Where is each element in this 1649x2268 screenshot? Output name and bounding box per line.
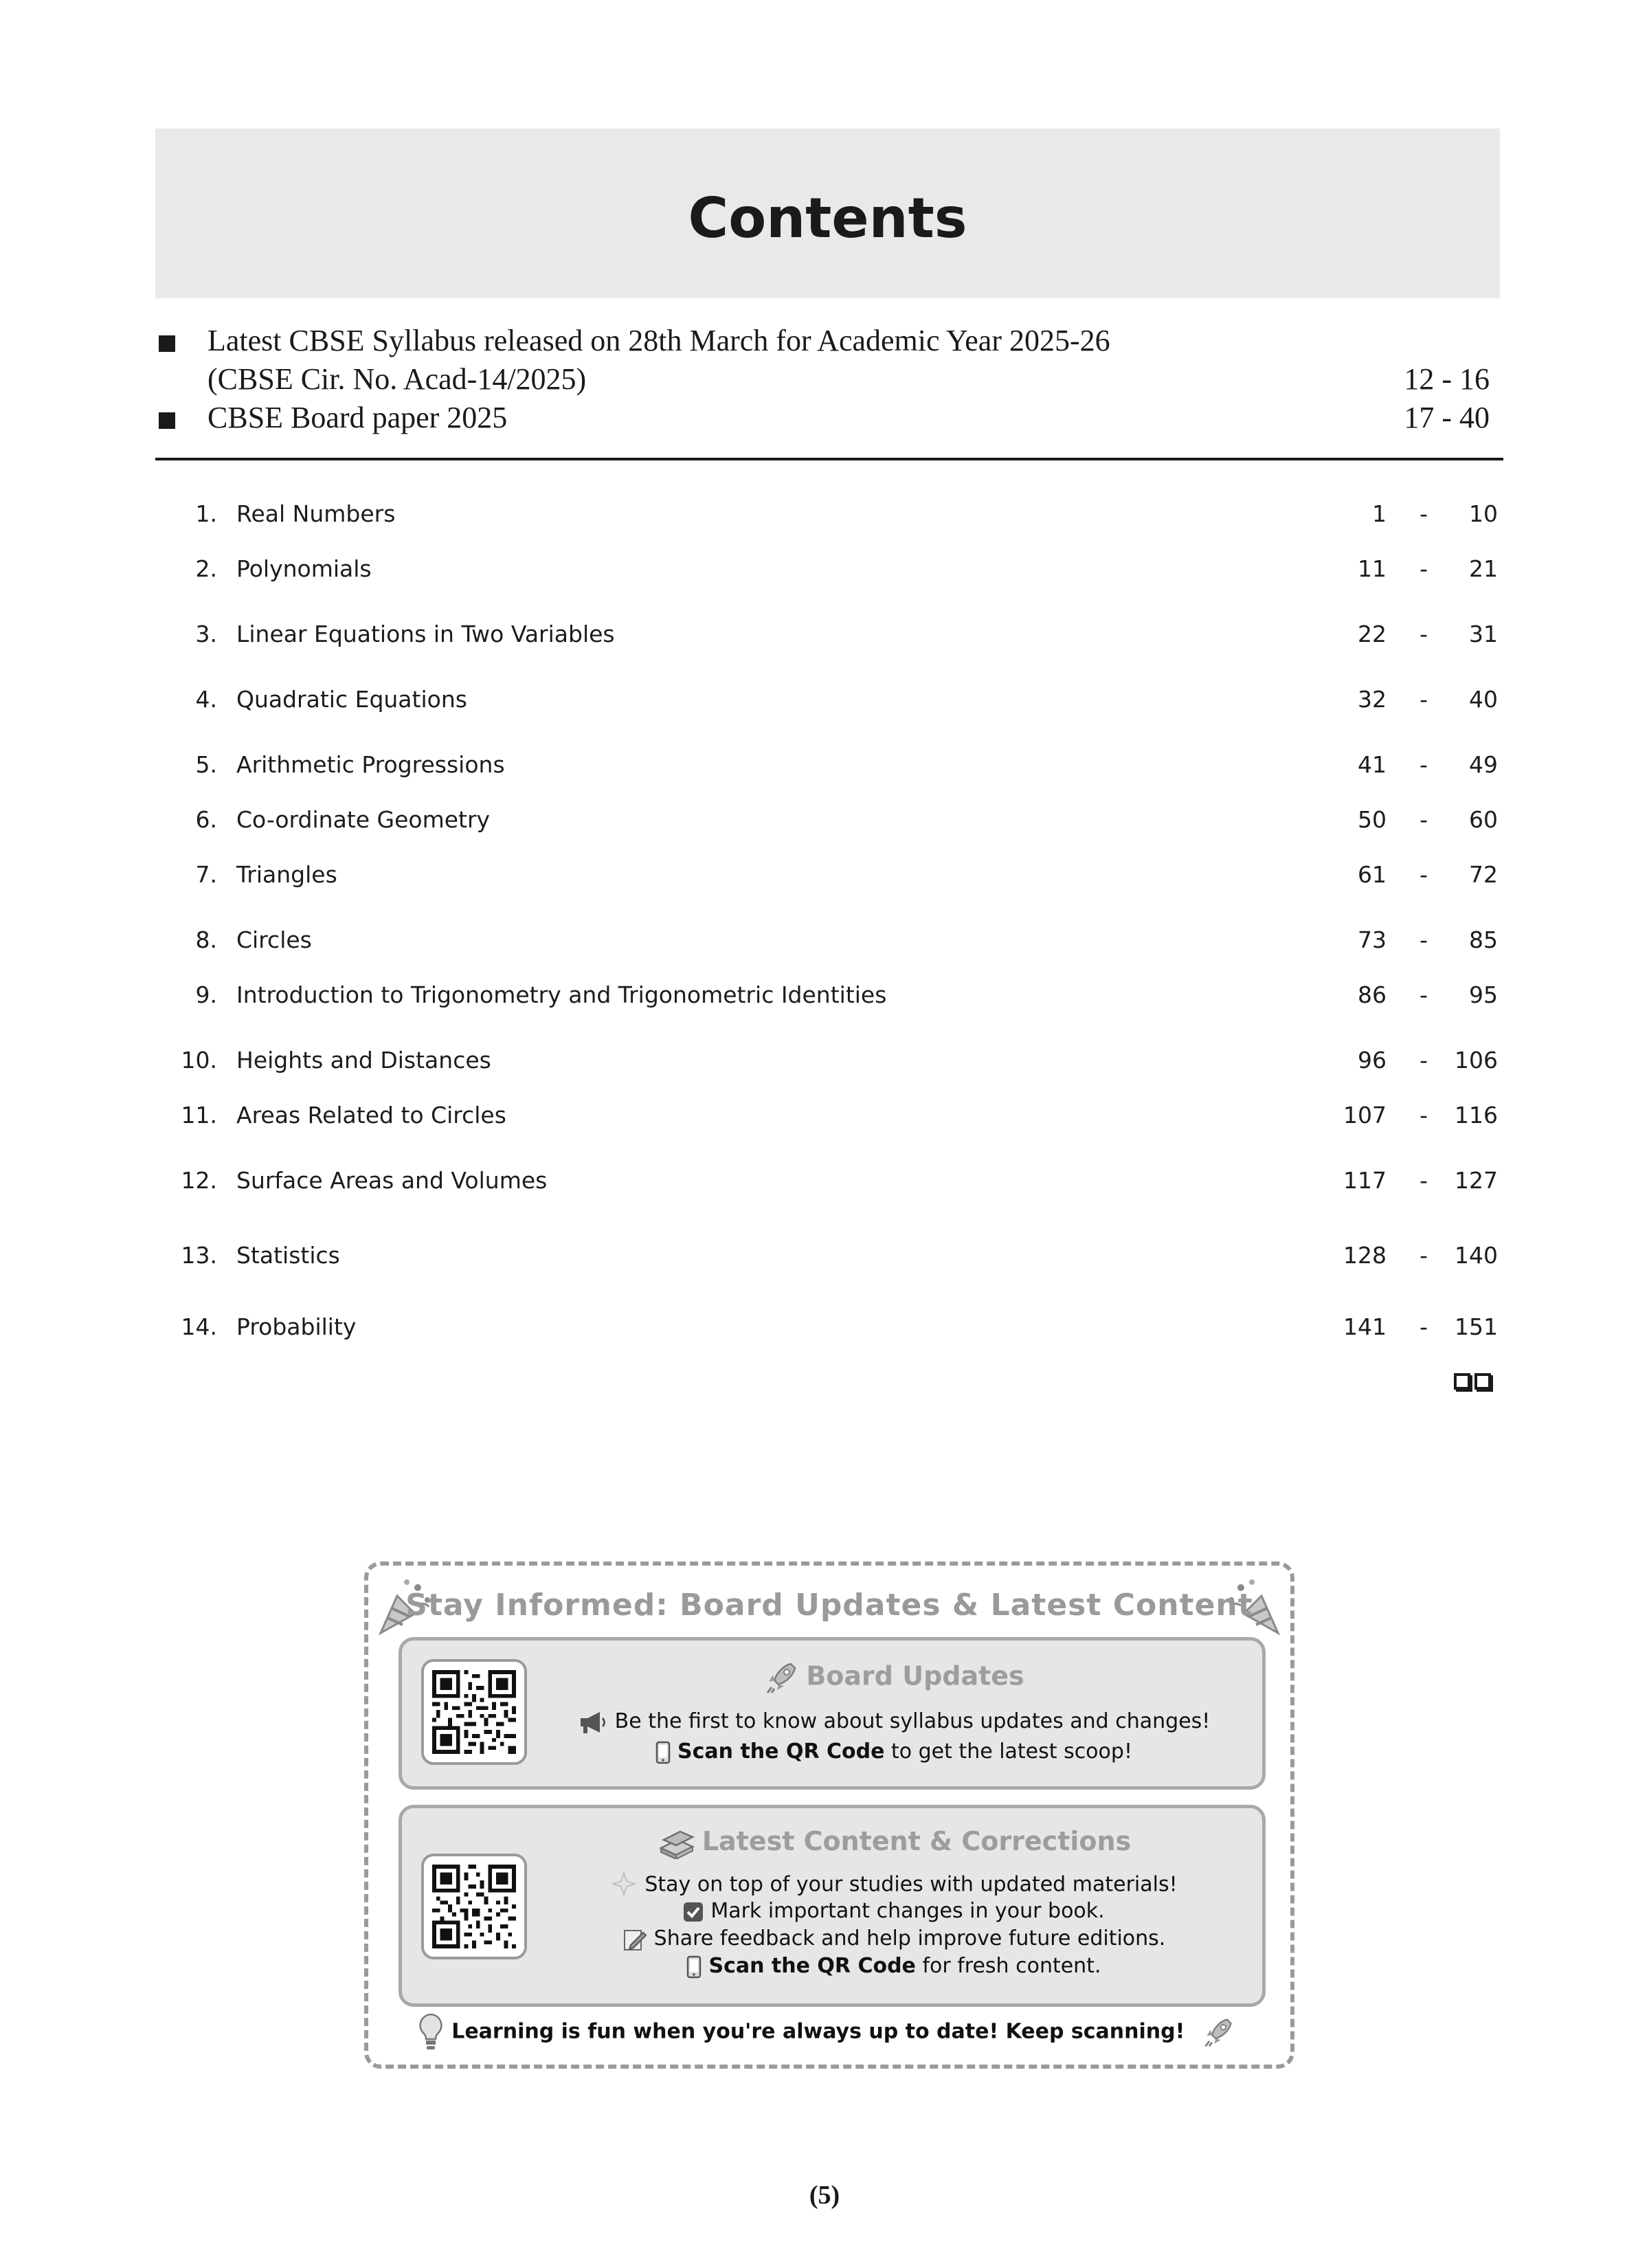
page-number: (5) xyxy=(809,2181,840,2210)
chapter-end-page: 60 xyxy=(1469,806,1498,833)
chapter-start-page: 32 xyxy=(1358,686,1387,713)
scan-qr-label: Scan the QR Code xyxy=(708,1954,916,1978)
page-range-dash: - xyxy=(1420,555,1428,582)
chapter-end-page: 10 xyxy=(1469,500,1498,527)
lightbulb-icon xyxy=(417,2012,445,2052)
qr-code-icon[interactable] xyxy=(421,1854,527,1959)
chapter-row[interactable] xyxy=(155,981,1498,1016)
chapter-start-page: 128 xyxy=(1343,1242,1387,1269)
divider-rule xyxy=(155,458,1503,460)
books-icon xyxy=(657,1827,695,1859)
chapter-end-page: 72 xyxy=(1469,861,1498,888)
latest-content-line xyxy=(526,1926,1262,1952)
title-band xyxy=(155,129,1500,298)
chapter-row[interactable] xyxy=(155,500,1498,535)
chapter-start-page: 22 xyxy=(1358,621,1387,647)
page-range-dash: - xyxy=(1420,806,1428,833)
card-line-text: Mark important changes in your book. xyxy=(710,1899,1105,1923)
pencil-icon xyxy=(622,1927,647,1952)
chapter-end-page: 85 xyxy=(1469,926,1498,953)
chapter-title: Arithmetic Progressions xyxy=(236,751,505,778)
promo-footer-text: Learning is fun when you're always up to date! Keep scanning! xyxy=(451,2019,1185,2044)
chapter-title: Introduction to Trigonometry and Trigonometric Identities xyxy=(236,981,887,1008)
end-of-list-mark xyxy=(1454,1373,1491,1390)
latest-content-line xyxy=(526,1899,1262,1923)
chapter-row[interactable] xyxy=(155,1102,1498,1136)
chapter-number: 7. xyxy=(195,861,217,888)
page-range-dash: - xyxy=(1420,751,1428,778)
latest-content-heading xyxy=(526,1826,1262,1859)
page-range-dash: - xyxy=(1420,981,1428,1008)
chapter-title: Statistics xyxy=(236,1242,340,1269)
chapter-row[interactable] xyxy=(155,861,1498,896)
chapter-row[interactable] xyxy=(155,1313,1498,1348)
chapter-number: 8. xyxy=(195,926,217,953)
chapter-start-page: 117 xyxy=(1343,1167,1387,1194)
page-range-dash: - xyxy=(1420,1047,1428,1074)
chapter-number: 1. xyxy=(195,500,217,527)
chapter-row[interactable] xyxy=(155,621,1498,655)
latest-content-line xyxy=(526,1871,1262,1899)
checkbox-icon xyxy=(683,1902,704,1922)
promo-footer xyxy=(368,2012,1290,2052)
chapter-number: 2. xyxy=(195,555,217,582)
chapter-start-page: 1 xyxy=(1372,500,1387,527)
chapter-title: Linear Equations in Two Variables xyxy=(236,621,615,647)
rocket-icon xyxy=(1202,2016,1235,2049)
pre-item-pages: 12 - 16 xyxy=(1404,362,1490,396)
chapter-start-page: 61 xyxy=(1358,861,1387,888)
chapter-number: 14. xyxy=(181,1313,217,1340)
chapter-title: Heights and Distances xyxy=(236,1047,491,1074)
page-range-dash: - xyxy=(1420,686,1428,713)
card-line-text: Share feedback and help improve future editions. xyxy=(653,1926,1166,1950)
chapter-number: 6. xyxy=(195,806,217,833)
chapter-title: Circles xyxy=(236,926,312,953)
chapter-title: Triangles xyxy=(236,861,337,888)
card-heading-text: Board Updates xyxy=(806,1660,1024,1691)
page-range-dash: - xyxy=(1420,621,1428,647)
chapter-title: Quadratic Equations xyxy=(236,686,467,713)
chapter-number: 10. xyxy=(181,1047,217,1074)
chapter-start-page: 86 xyxy=(1358,981,1387,1008)
pre-item-board-paper xyxy=(155,400,1490,438)
box-glyph-icon xyxy=(1474,1373,1491,1390)
chapter-number: 9. xyxy=(195,981,217,1008)
pre-item-syllabus-circular xyxy=(155,362,1490,400)
chapter-title: Polynomials xyxy=(236,555,372,582)
chapter-start-page: 96 xyxy=(1358,1047,1387,1074)
sparkles-icon xyxy=(610,1871,638,1899)
chapter-number: 12. xyxy=(181,1167,217,1194)
chapter-end-page: 49 xyxy=(1469,751,1498,778)
chapter-start-page: 11 xyxy=(1358,555,1387,582)
card-line-text: Be the first to know about syllabus updates and changes! xyxy=(614,1709,1211,1733)
chapter-title: Co-ordinate Geometry xyxy=(236,806,491,833)
chapter-end-page: 127 xyxy=(1455,1167,1498,1194)
chapter-title: Probability xyxy=(236,1313,357,1340)
page-title: Contents xyxy=(688,186,967,250)
pre-item-syllabus xyxy=(155,323,1490,362)
pre-item-text: (CBSE Cir. No. Acad-14/2025) xyxy=(207,362,587,396)
chapter-end-page: 140 xyxy=(1455,1242,1498,1269)
board-updates-card xyxy=(399,1637,1266,1790)
box-glyph-icon xyxy=(1454,1373,1470,1390)
chapter-title: Areas Related to Circles xyxy=(236,1102,506,1129)
card-line-text: for fresh content. xyxy=(915,1954,1101,1978)
chapter-start-page: 73 xyxy=(1358,926,1387,953)
chapter-start-page: 41 xyxy=(1358,751,1387,778)
latest-content-scan-line[interactable] xyxy=(526,1954,1262,1979)
chapter-row[interactable] xyxy=(155,1047,1498,1081)
pre-content-list xyxy=(155,323,1490,438)
chapter-end-page: 116 xyxy=(1455,1102,1498,1129)
card-line-text: to get the latest scoop! xyxy=(884,1739,1132,1764)
page-range-dash: - xyxy=(1420,500,1428,527)
page-range-dash: - xyxy=(1420,1313,1428,1340)
chapter-number: 11. xyxy=(181,1102,217,1129)
square-bullet-icon xyxy=(159,335,175,352)
page-range-dash: - xyxy=(1420,861,1428,888)
board-updates-heading xyxy=(526,1660,1262,1696)
chapter-end-page: 21 xyxy=(1469,555,1498,582)
chapter-row[interactable] xyxy=(155,1242,1498,1276)
chapter-end-page: 31 xyxy=(1469,621,1498,647)
chapter-number: 3. xyxy=(195,621,217,647)
chapter-title: Real Numbers xyxy=(236,500,396,527)
chapter-number: 5. xyxy=(195,751,217,778)
phone-icon xyxy=(686,1955,702,1979)
stay-informed-box xyxy=(364,1561,1294,2069)
board-updates-line xyxy=(526,1709,1262,1735)
pre-item-pages: 17 - 40 xyxy=(1404,401,1490,434)
chapter-row[interactable] xyxy=(155,1167,1498,1201)
chapter-number: 4. xyxy=(195,686,217,713)
square-bullet-icon xyxy=(159,412,175,429)
chapter-number: 13. xyxy=(181,1242,217,1269)
phone-icon xyxy=(655,1741,671,1764)
qr-code-icon[interactable] xyxy=(421,1659,527,1765)
board-updates-scan-line[interactable] xyxy=(526,1739,1262,1764)
page-range-dash: - xyxy=(1420,1102,1428,1129)
chapter-start-page: 141 xyxy=(1343,1313,1387,1340)
chapter-row[interactable] xyxy=(155,686,1498,720)
chapter-row[interactable] xyxy=(155,926,1498,961)
promo-title: Stay Informed: Board Updates & Latest Content xyxy=(405,1588,1253,1623)
rocket-icon xyxy=(763,1660,799,1696)
page-range-dash: - xyxy=(1420,926,1428,953)
chapter-end-page: 40 xyxy=(1469,686,1498,713)
chapter-end-page: 106 xyxy=(1455,1047,1498,1074)
chapter-title: Surface Areas and Volumes xyxy=(236,1167,548,1194)
chapter-row[interactable] xyxy=(155,806,1498,841)
card-line-text: Stay on top of your studies with updated materials! xyxy=(644,1872,1178,1897)
pre-item-text: Latest CBSE Syllabus released on 28th March for Academic Year 2025-26 xyxy=(207,324,1110,357)
chapter-start-page: 107 xyxy=(1343,1102,1387,1129)
latest-content-card xyxy=(399,1805,1266,2007)
chapter-row[interactable] xyxy=(155,555,1498,590)
chapter-end-page: 151 xyxy=(1455,1313,1498,1340)
page-range-dash: - xyxy=(1420,1167,1428,1194)
page-range-dash: - xyxy=(1420,1242,1428,1269)
chapter-start-page: 50 xyxy=(1358,806,1387,833)
chapter-row[interactable] xyxy=(155,751,1498,786)
megaphone-icon xyxy=(578,1710,608,1735)
chapter-end-page: 95 xyxy=(1469,981,1498,1008)
card-heading-text: Latest Content & Corrections xyxy=(702,1826,1132,1856)
scan-qr-label: Scan the QR Code xyxy=(677,1739,885,1764)
pre-item-text: CBSE Board paper 2025 xyxy=(207,401,508,434)
